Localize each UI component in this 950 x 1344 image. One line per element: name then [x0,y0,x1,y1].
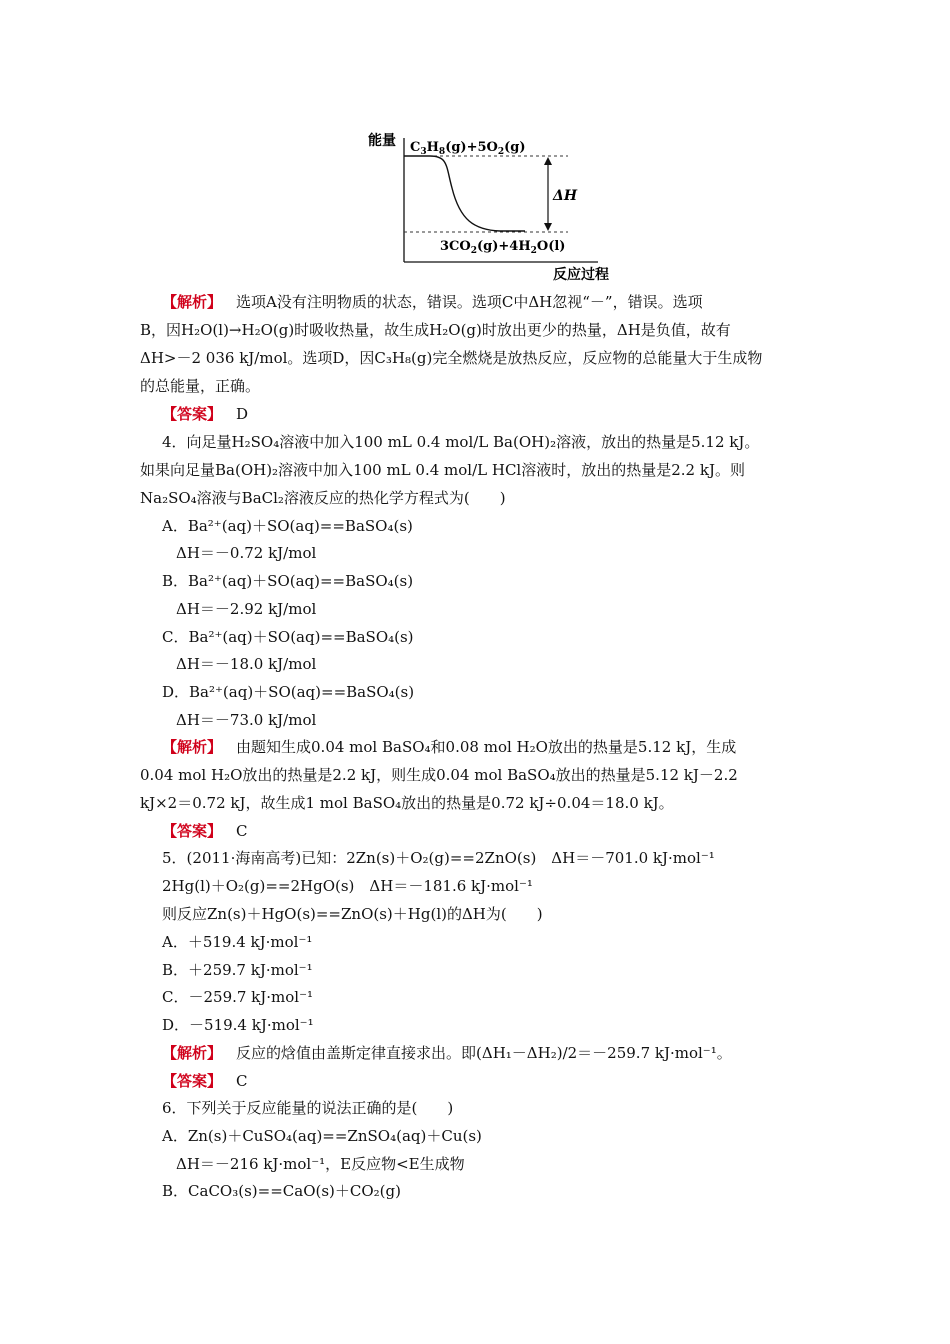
q5-option-b: B．＋259.7 kJ·mol⁻¹ [162,961,313,979]
y-axis-label: 能量 [368,133,396,149]
q3-analysis-line-4: 的总能量，正确。 [140,377,261,395]
delta-h-label: ΔH [553,188,578,204]
q4-option-d-dh: ΔH＝－73.0 kJ/mol [176,711,317,729]
q5-answer: 【答案】 C [162,1072,248,1090]
energy-curve [404,156,525,231]
x-axis-label: 反应过程 [553,267,609,283]
q4-stem-line-1: 4．向足量H₂SO₄溶液中加入100 mL 0.4 mol/L Ba(OH)₂溶液，放出的热量是5.12 kJ。 [162,433,760,451]
q4-option-a: A．Ba²⁺(aq)＋SO(aq)==BaSO₄(s) [162,517,413,535]
q5-option-c: C．－259.7 kJ·mol⁻¹ [162,988,314,1006]
energy-diagram [0,0,950,290]
q4-analysis-line-2: 0.04 mol H₂O放出的热量是2.2 kJ，则生成0.04 mol BaSO₄放出的热量是5.12 kJ－2.2 [140,766,738,784]
q4-option-b: B．Ba²⁺(aq)＋SO(aq)==BaSO₄(s) [162,572,414,590]
answer-tag: 【答案】 [162,405,223,423]
q5-stem-line-3: 则反应Zn(s)＋HgO(s)==ZnO(s)＋Hg(l)的ΔH为( ) [162,905,543,923]
q3-answer: 【答案】 D [162,405,249,423]
q6-stem: 6．下列关于反应能量的说法正确的是( ) [162,1099,454,1117]
q4-answer: 【答案】 C [162,822,248,840]
q3-analysis-line-1: 【解析】 选项A没有注明物质的状态，错误。选项C中ΔH忽视“－”，错误。选项 [162,293,703,311]
q4-option-c-dh: ΔH＝－18.0 kJ/mol [176,655,317,673]
answer-tag: 【答案】 [162,822,223,840]
analysis-tag: 【解析】 [162,738,223,756]
q6-option-b: B．CaCO₃(s)==CaO(s)＋CO₂(g) [162,1182,401,1200]
q4-stem-line-3: Na₂SO₄溶液与BaCl₂溶液反应的热化学方程式为( ) [140,489,506,507]
reactant-label: $C_3H_8(g)+5O_2(g)$ [410,140,526,157]
q3-analysis-line-3: ΔH>－2 036 kJ/mol。选项D，因C₃H₈(g)完全燃烧是放热反应，反应物的总能量大于生成物 [140,349,763,367]
q3-analysis-line-2: B，因H₂O(l)→H₂O(g)时吸收热量，故生成H₂O(g)时放出更少的热量，ΔH是负值，故有 [140,321,731,339]
q5-option-a: A．＋519.4 kJ·mol⁻¹ [162,933,313,951]
q4-option-a-dh: ΔH＝－0.72 kJ/mol [176,544,317,562]
q4-option-d: D．Ba²⁺(aq)＋SO(aq)==BaSO₄(s) [162,683,415,701]
analysis-tag: 【解析】 [162,293,223,311]
q6-option-a: A．Zn(s)＋CuSO₄(aq)==ZnSO₄(aq)＋Cu(s) [162,1127,482,1145]
analysis-tag: 【解析】 [162,1044,223,1062]
q4-stem-line-2: 如果向足量Ba(OH)₂溶液中加入100 mL 0.4 mol/L HCl溶液时，放出的热量是2.2 kJ。则 [140,461,745,479]
q4-option-c: C．Ba²⁺(aq)＋SO(aq)==BaSO₄(s) [162,628,414,646]
q5-analysis: 【解析】 反应的焓值由盖斯定律直接求出。即(ΔH₁－ΔH₂)/2＝－259.7 kJ·mol⁻¹。 [162,1044,732,1062]
answer-tag: 【答案】 [162,1072,223,1090]
product-label: $3CO_2(g)+4H_2O(l)$ [440,239,566,256]
q4-analysis-line-1: 【解析】 由题知生成0.04 mol BaSO₄和0.08 mol H₂O放出的热量是5.12 kJ，生成 [162,738,737,756]
q5-stem-line-1: 5．(2011·海南高考)已知：2Zn(s)＋O₂(g)==2ZnO(s) ΔH＝－701.0 kJ·mol⁻¹ [162,849,715,867]
q6-option-a-dh: ΔH＝－216 kJ·mol⁻¹，E反应物<E生成物 [176,1155,465,1173]
q5-stem-line-2: 2Hg(l)＋O₂(g)==2HgO(s) ΔH＝－181.6 kJ·mol⁻¹ [162,877,533,895]
q4-analysis-line-3: kJ×2＝0.72 kJ，故生成1 mol BaSO₄放出的热量是0.72 kJ÷0.04＝18.0 kJ。 [140,794,674,812]
q5-option-d: D．－519.4 kJ·mol⁻¹ [162,1016,314,1034]
q4-option-b-dh: ΔH＝－2.92 kJ/mol [176,600,317,618]
